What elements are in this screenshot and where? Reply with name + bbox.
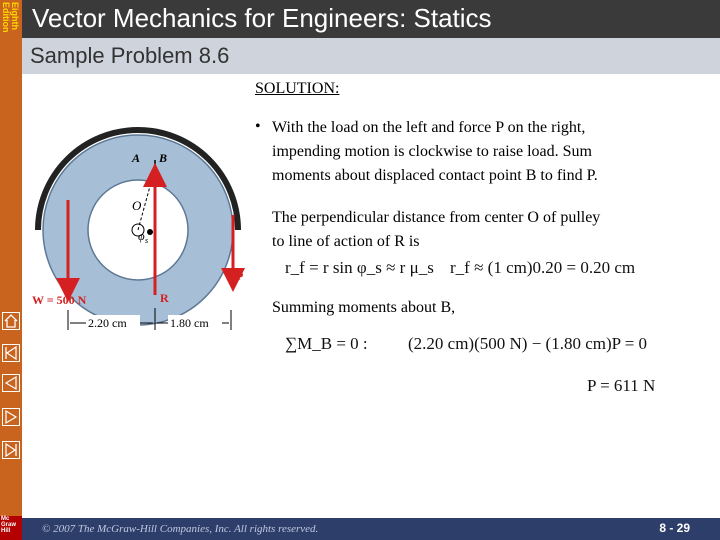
equation-friction-radius-value: r_f ≈ (1 cm)0.20 = 0.20 cm [450,258,636,277]
pulley-diagram [28,80,253,335]
page-number: 8 - 29 [659,521,690,535]
label-phi-subscript: s [145,236,149,245]
equation-moment-sum: ∑M_B = 0 : [285,334,368,353]
publisher-logo-line: Hill [1,528,11,534]
label-a: A [132,151,141,165]
equation-friction-radius: r_f = r sin φ_s ≈ r μ_s [285,258,434,277]
first-slide-icon [3,345,19,361]
label-b: B [159,151,168,165]
home-icon [3,313,19,329]
solution-heading-text: SOLUTION [255,80,335,97]
slide-subtitle: Sample Problem 8.6 [30,43,230,68]
publisher-logo-line: Graw [1,522,17,528]
dim-label-right: 1.80 cm [170,316,209,330]
publisher-logo [0,516,22,540]
next-slide-icon [3,409,19,425]
home-button[interactable] [2,312,20,330]
last-slide-button[interactable] [2,441,20,459]
solution-line-5: to line of action of R is [272,233,420,250]
edition-label [0,2,22,48]
subtitle-bar [22,38,720,74]
solution-line-2: impending motion is clockwise to raise load. Sum [272,143,592,160]
title-bar [22,0,720,38]
label-w: W = 500 N [32,293,87,307]
edition-line2: Edition [1,2,11,33]
solution-heading-colon: : [335,80,340,97]
copyright-notice: © 2007 The McGraw-Hill Companies, Inc. All rights reserved. [42,523,319,535]
solution-line-6: Summing moments about B, [272,299,456,316]
label-p: P [236,269,244,283]
slide-title: Vector Mechanics for Engineers: Statics [32,3,492,33]
solution-heading [255,80,339,98]
label-o: O [132,198,142,213]
previous-slide-button[interactable] [2,374,20,392]
equation-moment-balance: (2.20 cm)(500 N) − (1.80 cm)P = 0 [408,334,648,353]
solution-line-3: moments about displaced contact point B to find P. [272,167,598,184]
bullet-marker: • [255,118,261,135]
first-slide-button[interactable] [2,344,20,362]
label-phi: φ [138,229,145,243]
previous-slide-icon [3,375,19,391]
footer-bar [22,518,720,540]
solution-line-4: The perpendicular distance from center O of pulley [272,209,601,226]
label-r: R [160,291,169,305]
friction-circle-point [147,229,153,235]
last-slide-icon [3,442,19,458]
edition-line1: Eighth [10,2,20,30]
dim-label-left: 2.20 cm [88,316,127,330]
equation-result: P = 611 N [587,376,656,395]
publisher-logo-line: Mc [1,516,10,522]
next-slide-button[interactable] [2,408,20,426]
solution-line-1: With the load on the left and force P on the right, [272,119,586,136]
left-sidebar [0,0,22,540]
